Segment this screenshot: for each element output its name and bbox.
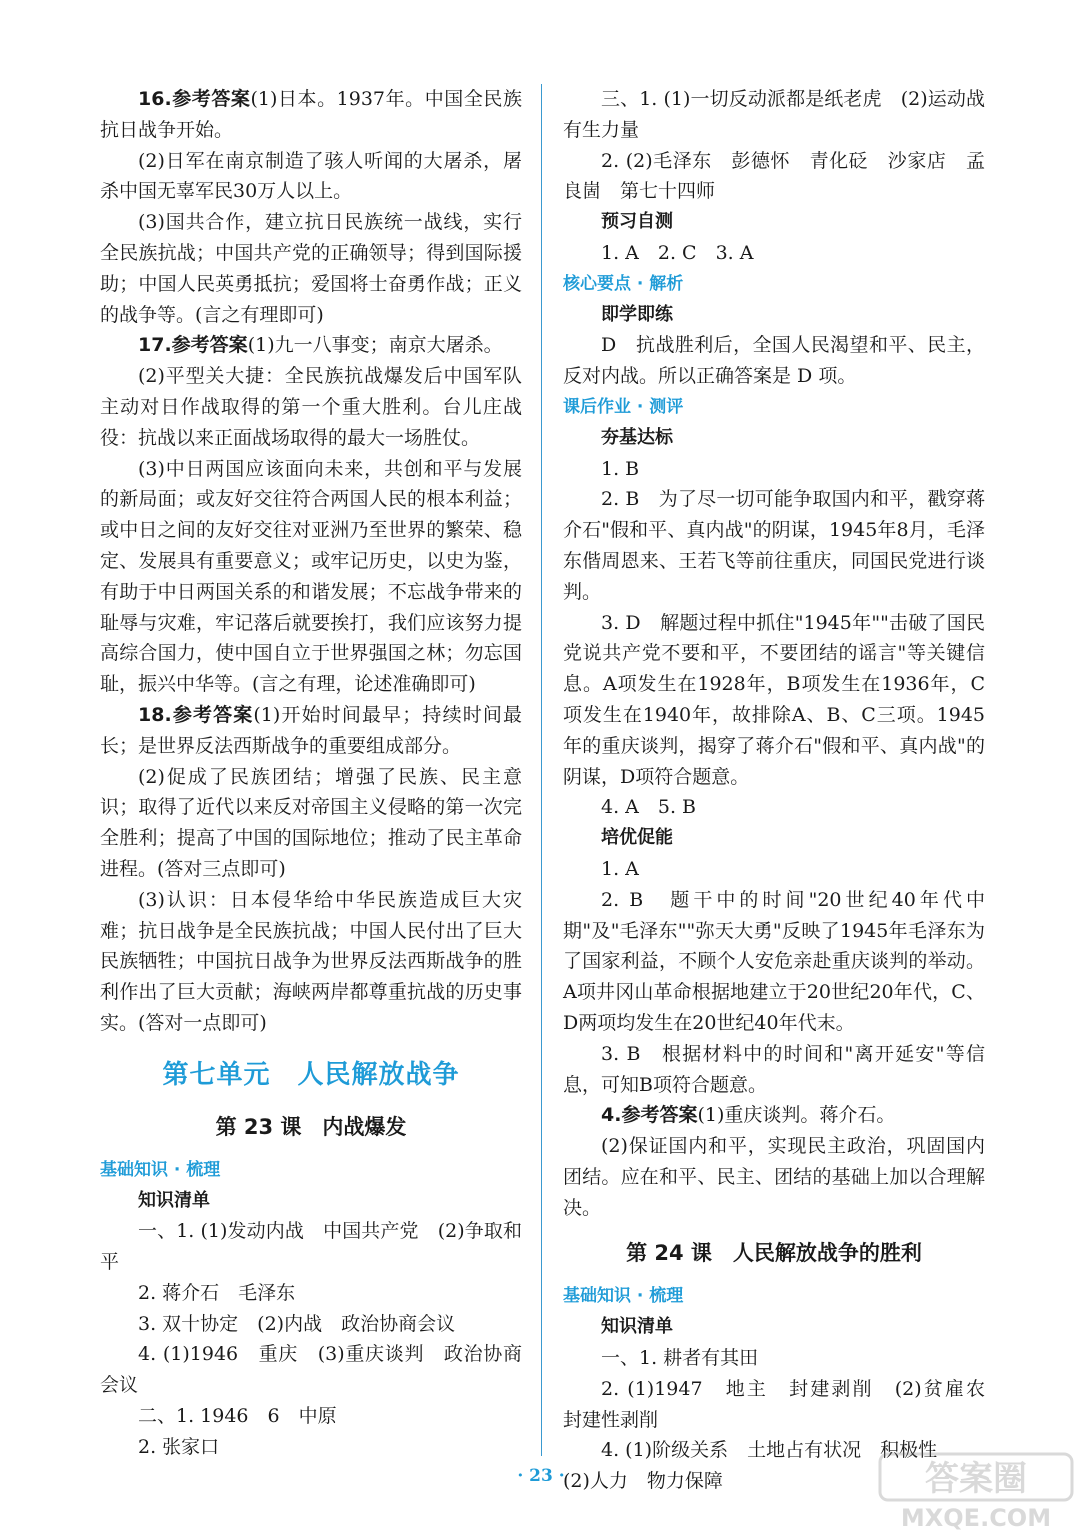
knowledge-list-heading-24: 知识清单	[601, 1316, 673, 1338]
excel-answer-2: 2. B 题干中的时间"20世纪40年代中期"及"毛泽东""弥天大勇"反映了1945年毛泽东为了国家利益，不顾个人安危亲赴重庆谈判的举动。A项井冈山革命根据地建立于20世纪20年代，C、D两项均发生在20世纪40年代末。	[563, 888, 985, 1034]
excel-4-number: 4.	[601, 1104, 622, 1127]
excel-answer-4-part2: (2)保证国内和平，实现民主政治，巩固国内团结。应在和平、民主、团结的基础上加以合理解决。	[563, 1135, 985, 1219]
q16-number: 16.	[138, 88, 172, 110]
q16-line1	[100, 84, 522, 146]
foundation-answer-2: 2. B 为了尽一切可能争取国内和平，戳穿蒋介石"假和平、真内战"的阴谋，1945年8月，毛泽东偕周恩来、王若飞等前往重庆，同国民党进行谈判。	[563, 488, 985, 603]
svg-text:答案圈: 答案圈	[925, 1459, 1027, 1499]
q18-line1	[100, 700, 522, 762]
q18-answer-tag: 参考答案	[171, 703, 254, 726]
knowledge-item-7: 三、1. (1)一切反动派都是纸老虎 (2)运动战 有生力量	[563, 88, 1005, 141]
section-basic-knowledge: 基础知识 · 梳理	[100, 1159, 221, 1180]
excel-answer-3: 3. B 根据材料中的时间和"离开延安"等信息，可知B项符合题意。	[563, 1042, 985, 1096]
q16-part2: (2)日军在南京制造了骇人听闻的大屠杀，屠杀中国无辜军民30万人以上。	[100, 149, 522, 203]
practice-answer: D 抗战胜利后，全国人民渴望和平、民主，反对内战。所以正确答案是 D 项。	[563, 334, 985, 388]
practice-heading: 即学即练	[601, 303, 673, 325]
excel-4-answer-tag: 参考答案	[621, 1104, 698, 1127]
excel-4-part1: (1)重庆谈判。蒋介石。	[697, 1104, 896, 1127]
q18-part2: (2)促成了民族团结；增强了民族、民主意识；取得了近代以来反对帝国主义侵略的第一次完全胜利；提高了中国的国际地位；推动了民主革命进程。(答对三点即可)	[100, 765, 522, 880]
foundation-heading: 夯基达标	[601, 426, 673, 448]
foundation-answer-3: 3. D 解题过程中抓住"1945年""击破了国民党说共产党不要和平，不要团结的谣言"等关键信息。A项发生在1928年，B项发生在1936年，C项发生在1940年，故排除A、B、C三项。1945年的重庆谈判，揭穿了蒋介石"假和平、真内战"的阴谋，D项符合题意。	[563, 611, 985, 788]
lesson24-item-2: 2. (1)1947 地主 封建剥削 (2)贫雇农 封建性剥削	[563, 1377, 1005, 1431]
page-number: · 23 ·	[517, 1466, 565, 1486]
unit-title: 第七单元 人民解放战争	[162, 1059, 460, 1090]
lesson24-item-4: (2)人力 物力保障	[563, 1470, 723, 1493]
excel-answer-1: 1. A	[601, 857, 639, 880]
knowledge-list-heading: 知识清单	[138, 1189, 210, 1211]
knowledge-item-6: 2. 张家口	[138, 1435, 220, 1458]
q17-answer-tag: 参考答案	[171, 334, 248, 357]
knowledge-item-4: 4. (1)1946 重庆 (3)重庆谈判 政治协商会议	[100, 1343, 522, 1397]
q18-part3: (3)认识：日本侵华给中华民族造成巨大灾难；抗日战争是全民族抗战；中国人民付出了巨大民族牺牲；中国抗日战争为世界反法西斯战争的胜利作出了巨大贡献；海峡两岸都尊重抗战的历史事实。(答对一点即可)	[100, 888, 522, 1034]
watermark-logo-icon	[876, 1450, 1076, 1532]
lesson-23-title: 第 23 课 内战爆发	[215, 1114, 407, 1139]
q17-number: 17.	[138, 334, 172, 357]
section-core-points: 核心要点 · 解析	[563, 273, 684, 294]
lesson24-item-3: 4. (1)阶级关系 土地占有状况 积极性	[601, 1439, 938, 1462]
left-column	[100, 84, 522, 1463]
q17-line1	[100, 330, 522, 361]
lesson24-item-1: 一、1. 耕者有其田	[601, 1347, 759, 1370]
column-divider	[541, 84, 542, 1456]
q18-number: 18.	[138, 703, 172, 726]
q16-part3: (3)国共合作，建立抗日民族统一战线，实行全民族抗战；中国共产党的正确领导；得到国际援助；中国人民英勇抵抗；爱国将士奋勇作战；正义的战争等。(言之有理即可)	[100, 211, 522, 326]
foundation-answer-1: 1. B	[601, 457, 640, 480]
q16-part1: (1)日本。1937年。中国全民族抗日战争开始。	[100, 88, 522, 141]
knowledge-item-3: 3. 双十协定 (2)内战 政治协商会议	[138, 1312, 456, 1335]
q17-part3: (3)中日两国应该面向未来，共创和平与发展的新局面；或友好交往符合两国人民的根本利益；或中日之间的友好交往对亚洲乃至世界的繁荣、稳定、发展具有重要意义；或牢记历史，以史为鉴，有助于中日两国关系的和谐发展；不忘战争带来的耻辱与灾难，牢记落后就要挨打，我们应该努力提高综合国力，使中国自立于世界强国之林；勿忘国耻，振兴中华等。(言之有理，论述准确即可)	[100, 457, 522, 696]
excel-answer-4-line1	[563, 1100, 985, 1131]
preview-heading: 预习自测	[601, 211, 673, 233]
knowledge-item-2: 2. 蒋介石 毛泽东	[138, 1281, 296, 1304]
q17-part2: (2)平型关大捷：全民族抗战爆发后中国军队主动对日作战取得的第一个重大胜利。台儿庄战役：抗战以来正面战场取得的最大一场胜仗。	[100, 365, 522, 449]
foundation-answer-4-5: 4. A 5. B	[601, 796, 697, 819]
q16-answer-tag: 参考答案	[171, 88, 251, 110]
section-homework: 课后作业 · 测评	[563, 396, 684, 417]
knowledge-item-5: 二、1. 1946 6 中原	[138, 1405, 337, 1428]
preview-answers: 1. A 2. C 3. A	[601, 241, 754, 264]
svg-text:MXQE.COM: MXQE.COM	[900, 1504, 1052, 1532]
excel-heading: 培优促能	[601, 827, 673, 849]
right-column	[563, 84, 1005, 1497]
q18-part1: (1)开始时间最早；持续时间最长；是世界反法西斯战争的重要组成部分。	[100, 703, 522, 757]
section-basic-knowledge-24: 基础知识 · 梳理	[563, 1286, 684, 1307]
lesson-24-title: 第 24 课 人民解放战争的胜利	[626, 1241, 922, 1266]
q17-part1: (1)九一八事变；南京大屠杀。	[247, 334, 503, 357]
knowledge-item-1: 一、1. (1)发动内战 中国共产党 (2)争取和平	[100, 1220, 522, 1274]
knowledge-item-8: 2. (2)毛泽东 彭德怀 青化砭 沙家店 孟良崮 第七十四师	[563, 149, 985, 203]
